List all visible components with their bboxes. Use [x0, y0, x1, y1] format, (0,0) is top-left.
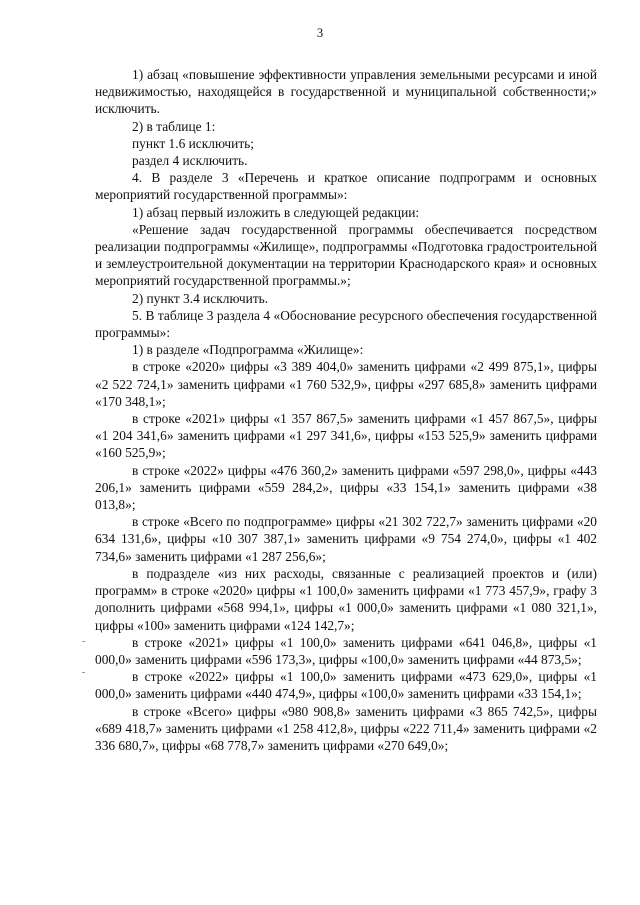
paragraph: в строке «Всего» цифры «980 908,8» заменить цифрами «3 865 742,5», цифры «689 418,7» заменить цифрами «1 258 412,8», цифры «222 711,4» заменить цифрами «2 336 680,7», цифры «68 778,7» заменить цифрами «270 649,0»; [95, 703, 597, 753]
paragraph: 4. В разделе 3 «Перечень и краткое описание подпрограмм и основных мероприятий государственной программы»: [95, 170, 597, 203]
paragraph: в подразделе «из них расходы, связанные с реализацией проектов и (или) программ» в строке «2020» цифры «1 100,0» заменить цифрами «1 773 457,9», графу 3 дополнить цифрами «568 994,1», цифры «1 000,0» заменить цифрами «1 080 321,1», цифры «100» заменить цифрами «124 142,7»; [95, 565, 597, 633]
page-number: 3 [316, 26, 324, 40]
scan-mark [82, 641, 85, 642]
paragraph: «Решение задач государственной программы обеспечивается посредством реализации подпрограммы «Жилище», подпрограммы «Подготовка градостроительной и землеустроительной документации на территории Краснодарского края» и основных мероприятий государственной программы.»; [95, 221, 597, 289]
paragraph: 2) в таблице 1: [132, 118, 216, 134]
paragraph: 1) абзац первый изложить в следующей редакции: [132, 204, 420, 220]
paragraph: в строке «2021» цифры «1 100,0» заменить цифрами «641 046,8», цифры «1 000,0» заменить цифрами «596 173,3», цифры «100,0» заменить цифрами «44 873,5»; [95, 634, 597, 667]
paragraph: раздел 4 исключить. [132, 153, 248, 169]
paragraph: в строке «2022» цифры «1 100,0» заменить цифрами «473 629,0», цифры «1 000,0» заменить цифрами «440 474,9», цифры «100,0» заменить цифрами «33 154,1»; [95, 669, 597, 702]
paragraph: пункт 1.6 исключить; [132, 135, 255, 151]
paragraph: 2) пункт 3.4 исключить. [132, 290, 269, 306]
paragraph: в строке «2021» цифры «1 357 867,5» заменить цифрами «1 457 867,5», цифры «1 204 341,6» заменить цифрами «1 297 341,6», цифры «153 525,9» заменить цифрами «160 525,9»; [95, 411, 597, 461]
scan-mark [82, 672, 85, 673]
paragraph: в строке «2022» цифры «476 360,2» заменить цифрами «597 298,0», цифры «443 206,1» заменить цифрами «559 284,2», цифры «33 154,1» заменить цифрами «38 013,8»; [95, 462, 597, 513]
paragraph: в строке «2020» цифры «3 389 404,0» заменить цифрами «2 499 875,1», цифры «2 522 724,1» заменить цифрами «1 760 532,9», цифры «297 685,8» заменить цифрами «170 348,1»; [95, 359, 597, 409]
document-body [95, 66, 597, 754]
paragraph: в строке «Всего по подпрограмме» цифры «21 302 722,7» заменить цифрами «20 634 131,6», цифры «10 307 387,1» заменить цифрами «9 754 274,0», цифры «1 402 734,6» заменить цифрами «1 287 256,6»; [95, 514, 597, 564]
paragraph: 5. В таблице 3 раздела 4 «Обоснование ресурсного обеспечения государственной программы»: [95, 307, 597, 341]
paragraph: 1) в разделе «Подпрограмма «Жилище»: [132, 342, 364, 358]
paragraph: 1) абзац «повышение эффективности управления земельными ресурсами и иной недвижимостью, находящейся в государственной и муниципальной собственности;» исключить. [95, 67, 597, 117]
